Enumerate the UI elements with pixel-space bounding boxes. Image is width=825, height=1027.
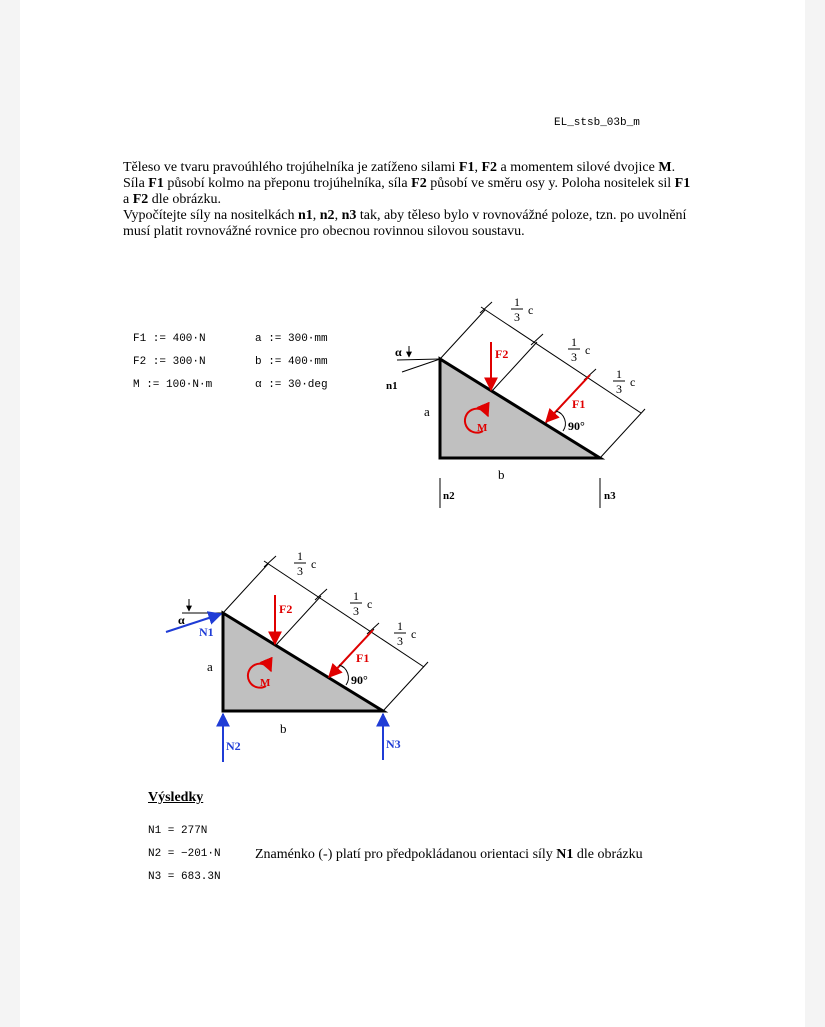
side-a-label: a	[424, 404, 430, 419]
diagram-2	[166, 549, 428, 762]
note-n1: N1	[556, 847, 574, 862]
intro-f1: F1	[674, 176, 691, 191]
intro-f2: F2	[411, 176, 427, 191]
intro-text: Těleso ve tvaru pravoúhlého trojúhelníka je zatíženo silami	[123, 160, 459, 175]
svg-text:1: 1	[571, 335, 577, 349]
result-n1: N1 = 277N	[148, 825, 208, 837]
svg-text:3: 3	[514, 310, 520, 324]
intro-text: ,	[334, 208, 342, 223]
third-c-label	[294, 549, 316, 578]
param-alpha: α := 30·deg	[255, 379, 328, 391]
n1-label: n1	[386, 380, 398, 392]
intro-n2: n2	[319, 208, 335, 223]
intro-text: tak, aby těleso bylo v rovnovážné poloze, tzn. po uvolnění musí platit rovnovážné rovnice pro obecnou rovinnou silovou soustavu.	[123, 208, 687, 239]
intro-n1: n1	[297, 208, 313, 223]
results-list	[148, 825, 221, 894]
svg-text:3: 3	[616, 382, 622, 396]
intro-m: M	[658, 160, 672, 175]
dimension-extension	[383, 662, 428, 711]
note-text: dle obrázku	[573, 847, 643, 862]
intro-text: Vypočítejte síly na nositelkách	[123, 208, 298, 223]
svg-text:c: c	[528, 303, 534, 317]
svg-text:c: c	[367, 597, 373, 611]
intro-text: působí ve směru osy y. Poloha nositelek sil	[426, 176, 675, 191]
svg-text:c: c	[585, 343, 591, 357]
third-c-label	[394, 619, 416, 648]
side-b-label: b	[498, 467, 505, 482]
svg-text:1: 1	[514, 295, 520, 309]
svg-text:c: c	[411, 627, 417, 641]
third-c-label	[613, 367, 635, 396]
document-id: EL_stsb_03b_m	[554, 117, 640, 129]
svg-text:1: 1	[297, 549, 303, 563]
force-f1-label: F1	[356, 651, 370, 665]
note-text: Znaménko (-) platí pro předpokládanou orientaci síly	[255, 847, 557, 862]
param-f1: F1 := 400·N	[133, 333, 206, 345]
dimension-tick	[531, 334, 543, 345]
svg-text:c: c	[630, 375, 636, 389]
n1-line	[397, 359, 440, 360]
intro-text: dle obrázku.	[148, 192, 221, 207]
third-c-label	[568, 335, 590, 364]
third-c-label	[350, 589, 372, 618]
intro-f2: F2	[481, 160, 498, 175]
dimension-extension	[600, 409, 645, 458]
svg-text:1: 1	[616, 367, 622, 381]
result-n3: N3 = 683.3N	[148, 871, 221, 883]
force-f1-label: F1	[572, 397, 586, 411]
svg-text:1: 1	[397, 619, 403, 633]
dimension-extension	[223, 564, 268, 613]
intro-f1: F1	[148, 176, 164, 191]
svg-text:3: 3	[297, 564, 303, 578]
third-c-label	[511, 295, 533, 324]
intro-n3: n3	[341, 208, 357, 223]
right-angle-label: 90°	[568, 419, 585, 433]
intro-text: ,	[312, 208, 320, 223]
alpha-label: α	[395, 345, 402, 359]
result-n2: N2 = −201·N	[148, 848, 221, 860]
reaction-n3-label: N3	[386, 737, 401, 751]
right-angle-arc	[556, 411, 565, 431]
n2-label: n2	[443, 490, 455, 502]
diagram-1	[386, 295, 645, 508]
svg-text:3: 3	[397, 634, 403, 648]
svg-text:3: 3	[571, 350, 577, 364]
svg-text:1: 1	[353, 589, 359, 603]
intro-f2: F2	[132, 192, 149, 207]
svg-text:3: 3	[353, 604, 359, 618]
intro-f1: F1	[458, 160, 475, 175]
param-b: b := 400·mm	[255, 356, 328, 368]
alpha-label: α	[178, 613, 185, 627]
n3-label: n3	[604, 490, 616, 502]
dimension-tick	[367, 623, 379, 634]
reaction-n2-label: N2	[226, 739, 241, 753]
dimension-extension	[440, 310, 485, 359]
param-m: M := 100·N·m	[133, 379, 213, 391]
param-a: a := 300·mm	[255, 333, 328, 345]
moment-m-label: M	[260, 677, 271, 689]
force-f2-label: F2	[279, 602, 293, 616]
svg-text:c: c	[311, 557, 317, 571]
side-a-label: a	[207, 659, 213, 674]
force-f2-label: F2	[495, 347, 509, 361]
intro-text: a momentem silové dvojice	[497, 160, 659, 175]
n1-line	[402, 359, 440, 372]
intro-text: a	[123, 192, 133, 207]
intro-text: působí kolmo na přeponu trojúhelníka, síla	[163, 176, 412, 191]
side-b-label: b	[280, 721, 287, 736]
right-angle-label: 90°	[351, 673, 368, 687]
param-f2: F2 := 300·N	[133, 356, 206, 368]
reaction-n1-label: N1	[199, 625, 214, 639]
results-heading: Výsledky	[148, 790, 204, 805]
moment-m-label: M	[477, 422, 488, 434]
intro-text: . Síla	[123, 160, 676, 191]
intro-text: ,	[474, 160, 482, 175]
right-angle-arc	[339, 665, 348, 685]
result-note	[255, 846, 675, 863]
